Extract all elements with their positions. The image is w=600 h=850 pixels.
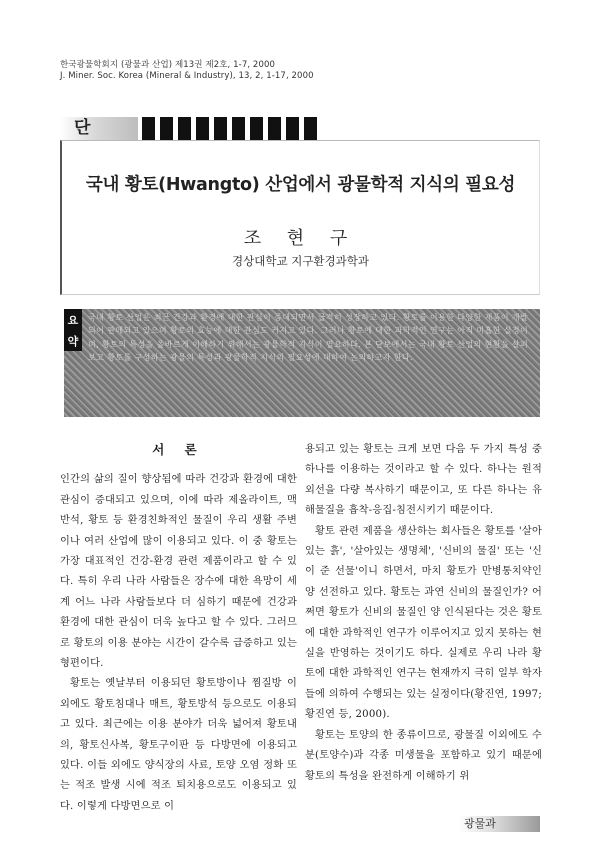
paper-title: 국내 황토(Hwangto) 산업에서 광물학적 지식의 필요성 <box>85 175 516 195</box>
body-paragraph: 황토는 토양의 한 종류이므로, 광물질 이외에도 수분(토양수)과 각종 미생물을 포함하고 있기 때문에 황토의 특성을 완전하게 이해하기 위 <box>305 729 542 782</box>
abstract-tag <box>64 309 82 351</box>
journal-header-korean: 한국광물학회지 (광물과 산업) 제13권 제2호, 1-7, 2000 <box>60 60 275 70</box>
author-affiliation: 경상대학교 지구환경과학과 <box>232 254 369 268</box>
left-column <box>60 440 297 817</box>
abstract-box <box>64 309 540 417</box>
abstract-tag-char: 요 <box>67 313 79 327</box>
tag-block-decoration <box>286 117 299 140</box>
tag-block-decoration <box>304 117 317 140</box>
body-paragraph: 황토 관련 제품을 생산하는 회사들은 황토를 '살아있는 흙', '살아있는 생명체', '신비의 물질' 또는 '신이 준 선물'이니 하면서, 마치 황토가 만병통치약인 양 선전하고 있다. 황토는 과연 신비의 물질인가? 어쩌면 황토가 신비의 물질인 양 인식된다는 것은 황토에 대한 과학적인 연구가 이루어지고 있지 못하는 현실을 반영하는 것이기도 하다. 실제로 우리 나라 황토에 대한 과학적인 연구는 현재까지 극히 일부 학자들에 의하여 수행되는 있는 실정이다(황진연, 1997; 황진연 등, 2000). <box>305 525 542 721</box>
abstract-tag-char: 약 <box>67 334 79 348</box>
section-heading: 서 론 <box>152 442 205 457</box>
body-paragraph: 인간의 삶의 질이 향상됨에 따라 건강과 환경에 대한 관심이 증대되고 있으며, 이에 따라 제올라이트, 맥반석, 황토 등 환경친화적인 물질이 우리 생활 주변이나 여러 산업에 많이 이용되고 있다. 이 중 황토는 가장 대표적인 건강-환경 관련 제품이라고 할 수 있다. 특히 우리 나라 사람들은 장수에 대한 욕망이 세계 어느 나라 사람들보다 더 심하기 때문에 건강과 환경에 대한 관심이 더욱 높다고 할 수 있다. 그러므로 황토의 이용 분야는 시간이 갈수록 급증하고 있는 형편이다. <box>60 474 297 670</box>
title-box <box>60 140 540 295</box>
footer-journal-tab: 광물과 <box>458 816 540 832</box>
section-tag-bar <box>60 117 330 140</box>
tag-block-decoration <box>142 117 155 140</box>
tag-block-decoration <box>268 117 281 140</box>
author-name: 조 현 구 <box>243 228 358 249</box>
tag-block-decoration <box>160 117 173 140</box>
tag-block-decoration <box>250 117 263 140</box>
abstract-text: 국내 황토 산업은 최근 건강과 환경에 대한 관심이 증대되면서 급격히 성장하고 있다. 황토를 이용한 다양한 제품이 개발되어 판매되고 있으며 황토의 효능에 대한 관심도 커지고 있다. 그러나 황토에 대한 과학적인 연구는 아직 미흡한 실정이며, 황토의 특성을 올바르게 이해하기 위해서는 광물학적 지식이 필요하다. 본 단보에서는 국내 황토 산업의 현황을 살펴보고 황토를 구성하는 광물의 특성과 광물학적 지식의 필요성에 대하여 논의하고자 한다. <box>88 313 529 363</box>
body-paragraph: 용되고 있는 황토는 크게 보면 다음 두 가지 특성 중 하나를 이용하는 것이라고 할 수 있다. 하나는 원적외선을 다량 복사하기 때문이고, 또 다른 하나는 유해물질을 흡착-응집-침전시키기 때문이다. <box>305 444 542 517</box>
tag-block-decoration <box>178 117 191 140</box>
body-paragraph: 황토는 옛날부터 이용되던 황토방이나 찜질방 이외에도 황토침대나 매트, 황토방석 등으로도 이용되고 있다. 최근에는 이용 분야가 더욱 넓어져 황토내의, 황토신사복, 황토구이판 등 다방면에 이용되고 있다. 이들 외에도 양식장의 사료, 토양 오염 정화 또는 적조 발생 시에 적조 퇴치용으로도 이용되고 있다. 이렇게 다방면으로 이 <box>60 678 297 812</box>
right-column <box>305 440 542 787</box>
tag-block-decoration <box>196 117 209 140</box>
section-tag-label: 단 <box>60 117 138 140</box>
journal-header-english: J. Miner. Soc. Korea (Mineral & Industry), 13, 2, 1-17, 2000 <box>60 71 314 81</box>
tag-block-decoration <box>232 117 245 140</box>
tag-block-decoration <box>214 117 227 140</box>
